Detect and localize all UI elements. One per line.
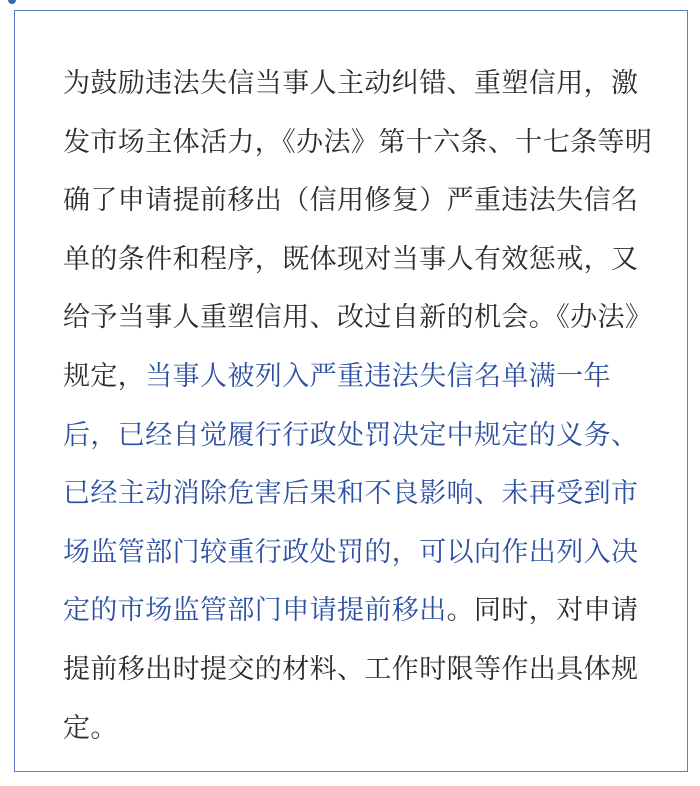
article-paragraph bbox=[63, 55, 663, 758]
text-segment-highlight: 当事人被列入严重违法失信名单满一年后，已经自觉履行行政处罚决定中规定的义务、已经主动消除危害后果和不良影响、未再受到市场监管部门较重行政处罚的，可以向作出列入决定的市场监管部门申请提前移出 bbox=[63, 360, 639, 627]
corner-marker bbox=[8, 0, 16, 4]
text-segment-intro: 为鼓励违法失信当事人主动纠错、重塑信用，激发市场主体活力，《办法》第十六条、十七条等明确了申请提前移出（信用修复）严重违法失信名单的条件和程序，既体现对当事人有效惩戒，又给予当事人重塑信用、改过自新的机会。《办法》规定， bbox=[63, 68, 653, 392]
content-frame bbox=[14, 10, 688, 772]
text-segment-outro: 。同时，对申请提前移出时提交的材料、工作时限等作出具体规定。 bbox=[63, 595, 639, 744]
